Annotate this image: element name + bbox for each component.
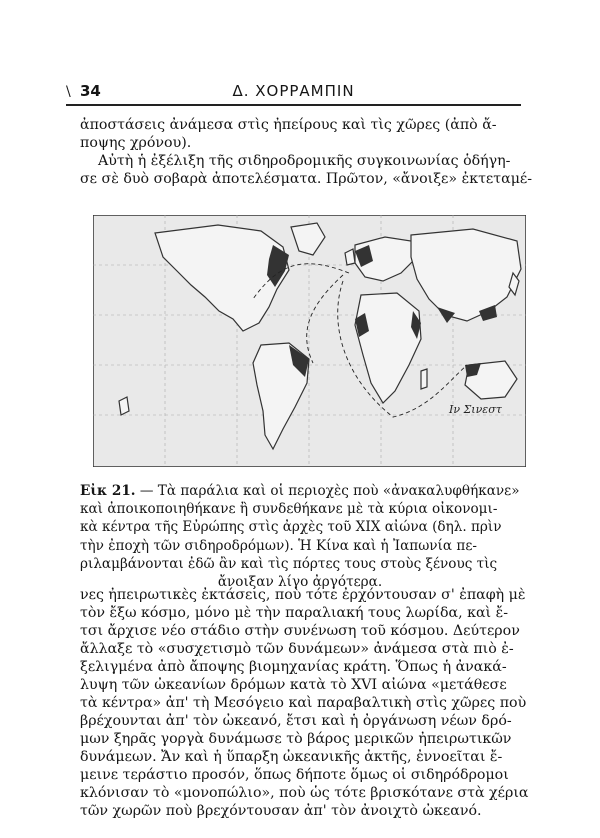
bottom-paragraph — [80, 586, 529, 820]
text-line: Αὐτὴ ἡ ἐξέλιξη τῆς σιδηροδρομικῆς συγκοινωνίας ὁδήγη- — [98, 153, 511, 169]
caption-line: καὶ ἀποικοποιηθήκανε ἢ συνδεθήκανε μὲ τὰ κύρια οἰκονομι- — [80, 501, 498, 518]
text-line: λυψη τῶν ὠκεανίων δρόμων κατὰ τὸ XVI αἰώνα «μετάθεσε — [80, 677, 507, 693]
text-line: ποψης χρόνου). — [80, 135, 192, 151]
figure-label: Εἰκ 21. — [80, 483, 136, 499]
page-header — [66, 82, 521, 102]
text-line: τὰ κέντρα» ἀπ' τὴ Μεσόγειο καὶ παραβαλτικὴ στὶς χῶρες ποὺ — [80, 695, 527, 711]
world-map-figure — [93, 215, 526, 467]
world-map-illustration — [93, 215, 526, 467]
text-line: τῶν χωρῶν ποὺ βρεχόντουσαν ἀπ' τὸν ἀνοιχτὸ ὠκεανό. — [80, 803, 482, 819]
text-line: βρέχουνται ἀπ' τὸν ὠκεανό, ἔτσι καὶ ἡ ὀργάνωση νέων δρό- — [80, 713, 512, 729]
text-line: μων ξηρᾶς γοργὰ δυνάμωσε τὸ βάρος μερικῶν ἠπειρωτικῶν — [80, 731, 512, 747]
text-line: δυνάμεων. Ἄν καὶ ἡ ὕπαρξη ὠκεανικῆς ἀκτῆς, ἐννοεῖται ἔ- — [80, 749, 503, 765]
map-inscription: Ιν Σινεστ — [449, 403, 502, 416]
caption-text: — Τὰ παράλια καὶ οἱ περιοχὲς ποὺ «ἀνακαλυφθήκανε» — [139, 483, 520, 499]
caption-line: ἄνοιξαν λίγο ἀργότερα. — [217, 573, 383, 590]
caption-line: κὰ κέντρα τῆς Εὐρώπης στὶς ἀρχὲς τοῦ XIX αἰώνα (δηλ. πρὶν — [80, 519, 502, 536]
top-paragraph — [80, 116, 533, 188]
text-line: τσι ἄρχισε νέο στάδιο στὴν συνένωση τοῦ κόσμου. Δεύτερον — [80, 623, 520, 639]
page-mark: \ — [66, 84, 71, 100]
page-number: 34 — [80, 82, 101, 100]
caption-line: ριλαμβάνονται ἐδῶ ἂν καὶ τὶς πόρτες τους στοὺς ξένους τὶς — [80, 555, 498, 572]
caption-line — [80, 482, 520, 500]
text-line: ξελιγμένα ἀπὸ ἄποψης βιομηχανίας κράτη. Ὅπως ἡ ἀνακά- — [80, 659, 507, 675]
text-line: σε σὲ δυὸ σοβαρὰ ἀποτελέσματα. Πρῶτον, «ἄνοιξε» ἐκτεταμέ- — [80, 171, 533, 187]
text-line: κλόνισαν τὸ «μονοπώλιο», ποὺ ὡς τότε βρισκότανε στὰ χέρια — [80, 785, 529, 801]
figure-caption — [80, 482, 520, 591]
running-title: Δ. ΧΟΡΡΑΜΠΙΝ — [232, 82, 355, 100]
text-line: νες ἠπειρωτικὲς ἐκτάσεις, ποὺ τότε ἐρχόντουσαν σ' ἐπαφὴ μὲ — [80, 587, 526, 603]
caption-line: τὴν ἐποχὴ τῶν σιδηροδρόμων). Ἡ Κίνα καὶ ἡ Ἰαπωνία πε- — [80, 537, 477, 554]
text-line: μεινε τεράστιο προσόν, ὅπως δήποτε ὅμως οἱ σιδηρόδρομοι — [80, 767, 509, 783]
header-rule — [66, 104, 521, 106]
text-line: ἀποστάσεις ἀνάμεσα στὶς ἠπείρους καὶ τὶς χῶρες (ἀπὸ ἄ- — [80, 117, 497, 133]
text-line: ἄλλαξε τὸ «συσχετισμὸ τῶν δυνάμεων» ἀνάμεσα στὰ πιὸ ἐ- — [80, 641, 514, 657]
text-line: τὸν ἔξω κόσμο, μόνο μὲ τὴν παραλιακή τους λωρίδα, καὶ ἔ- — [80, 605, 509, 621]
